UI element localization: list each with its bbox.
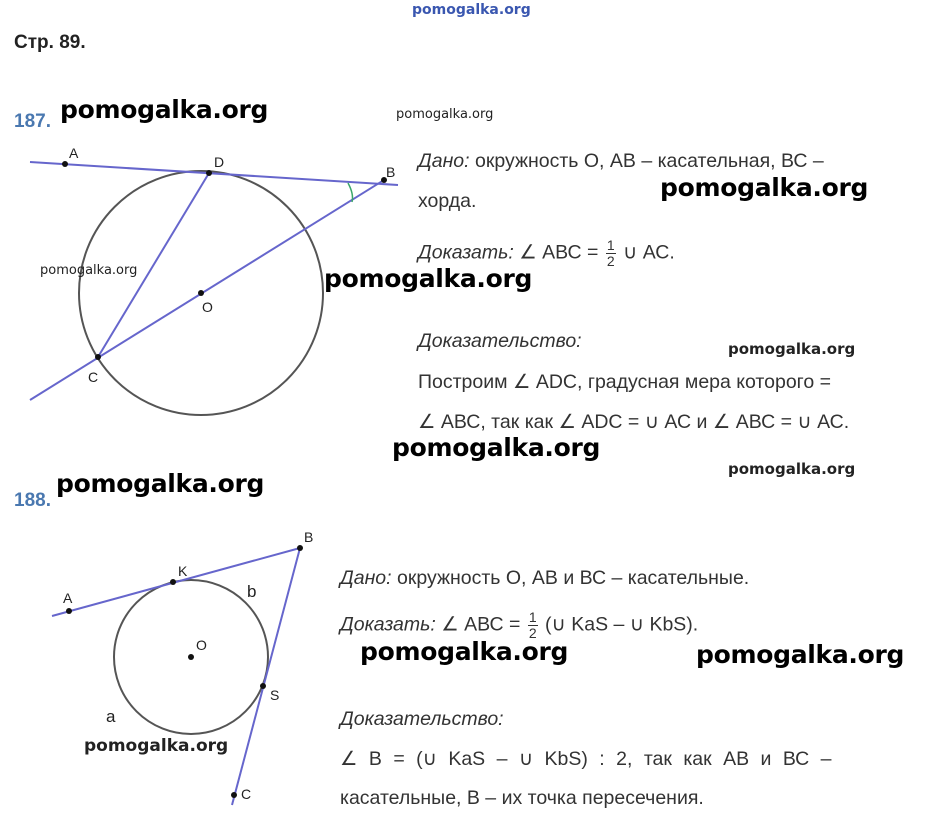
label-a-187: A: [69, 145, 79, 161]
label-s-188: S: [270, 687, 280, 703]
tangent-bc-188: [232, 548, 300, 805]
point-o-187: [198, 290, 204, 296]
proof-188-line-2: касательные, В – их точка пересечения.: [340, 787, 704, 809]
problem-187-number: 187.: [14, 111, 51, 132]
watermark-188-mid: pomogalka.org: [360, 637, 569, 666]
point-c-187: [95, 354, 101, 360]
watermark-187-mid: pomogalka.org: [324, 264, 533, 293]
prove-187: [418, 238, 675, 269]
given-label-187: Дано:: [418, 150, 470, 172]
angle-mark-b: [348, 183, 353, 202]
label-c-188: C: [241, 786, 252, 802]
prove-post-188: (∪ KaS – ∪ KbS).: [539, 613, 699, 636]
proof-label-187: Доказательство:: [418, 330, 582, 352]
given-188: [340, 567, 749, 590]
proof-187-line-2: ∠ АВС, так как ∠ ADC = ∪ АС и ∠ АВС = ∪ АС.: [418, 411, 850, 433]
proof-187-line-1: Построим ∠ ADC, градусная мера которого =: [418, 371, 832, 393]
point-d-187: [206, 170, 212, 176]
label-a-188: A: [63, 590, 73, 606]
watermark-187-title: pomogalka.org: [60, 95, 269, 124]
point-a-188: [66, 608, 72, 614]
label-b-arc-188: b: [247, 582, 257, 601]
point-a-187: [62, 161, 68, 167]
label-k-188: K: [178, 563, 188, 579]
fraction-num-187: 1: [606, 237, 615, 253]
point-b-188: [297, 545, 303, 551]
watermark-187-small: pomogalka.org: [396, 107, 494, 122]
point-o-188: [188, 654, 194, 660]
proof-label-188: Доказательство:: [340, 708, 504, 730]
point-k-188: [170, 579, 176, 585]
given-text-187: окружность О, АВ – касательная, ВС –: [469, 150, 824, 172]
point-c-188: [231, 792, 237, 798]
label-o-188: O: [196, 637, 207, 653]
prove-label-188: Доказать:: [340, 613, 436, 636]
prove-pre-187: ∠ АВС =: [513, 241, 604, 264]
watermark-187-given: pomogalka.org: [660, 173, 869, 202]
watermark-188-right: pomogalka.org: [696, 640, 905, 669]
proof-188-line-1: ∠ В = (∪ KaS – ∪ KbS) : 2, так как АВ и ВС –: [340, 748, 832, 770]
label-a-arc-188: a: [106, 707, 116, 726]
label-b-188: B: [304, 529, 314, 545]
page-label: Стр. 89.: [14, 32, 86, 53]
label-d-187: D: [214, 154, 225, 170]
watermark-top: pomogalka.org: [412, 2, 531, 18]
problem-188-number: 188.: [14, 490, 51, 511]
given-label-188: Дано:: [340, 567, 392, 589]
label-o-187: O: [202, 299, 213, 315]
point-s-188: [260, 683, 266, 689]
prove-label-187: Доказать:: [418, 241, 514, 264]
label-c-187: C: [88, 369, 99, 385]
watermark-187-right: pomogalka.org: [728, 460, 856, 478]
given-text-188: окружность О, АВ и ВС – касательные.: [391, 567, 750, 589]
watermark-187-proof: pomogalka.org: [728, 340, 856, 358]
given-187-line-1: [418, 150, 824, 173]
watermark-188-diagram: pomogalka.org: [84, 736, 229, 756]
given-187-line-2: хорда.: [418, 190, 477, 212]
watermark-187-bottom: pomogalka.org: [392, 433, 601, 462]
fraction-num-188: 1: [528, 609, 537, 625]
prove-post-187: ∪ АС.: [617, 241, 675, 264]
label-b-187: B: [386, 164, 396, 180]
watermark-188-title: pomogalka.org: [56, 469, 265, 498]
fraction-den-187: 2: [606, 253, 615, 269]
fraction-den-188: 2: [528, 625, 537, 641]
prove-pre-188: ∠ АВС =: [435, 613, 526, 636]
watermark-187-diagram: pomogalka.org: [40, 263, 138, 278]
fraction-187: [606, 238, 616, 269]
diagram-188: [0, 520, 330, 820]
